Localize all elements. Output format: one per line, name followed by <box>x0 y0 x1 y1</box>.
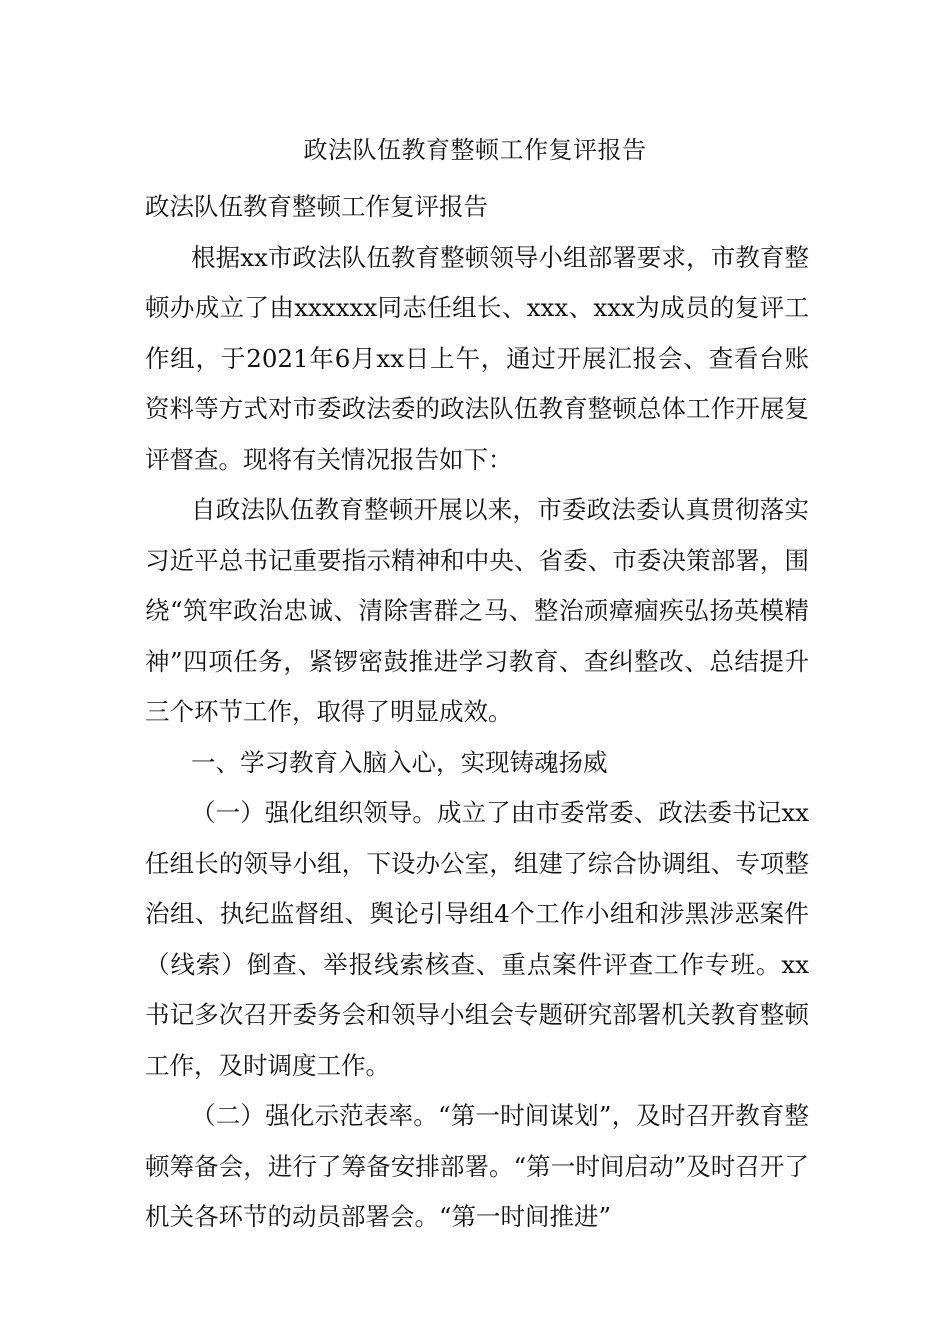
document-subtitle: 政法队伍教育整顿工作复评报告 <box>145 192 488 221</box>
section-heading-1: 一、学习教育入脑入心，实现铸魂扬威 <box>191 747 608 777</box>
document-title: 政法队伍教育整顿工作复评报告 <box>303 136 647 164</box>
paragraph-overview: 自政法队伍教育整顿开展以来，市委政法委认真贯彻落实习近平总书记重要指示精神和中央、省委、市委决策部署，围绕“筑牢政治忠诚、清除害群之马、整治顽瘴痼疾弘扬英模精神”四项任务，紧锣密鼓推进学习教育、查纠整改、总结提升三个环节工作，取得了明显成效。 <box>145 495 809 726</box>
paragraph-organization: （一）强化组织领导。成立了由市委常委、政法委书记xx任组长的领导小组，下设办公室，组建了综合协调组、专项整治组、执纪监督组、舆论引导组4个工作小组和涉黑涉恶案件（线索）倒查、举报线索核查、重点案件评查工作专班。xx书记多次召开委务会和领导小组会专题研究部署机关教育整顿工作，及时调度工作。 <box>145 798 809 1080</box>
paragraph-example: （二）强化示范表率。“第一时间谋划”，及时召开教育整顿筹备会，进行了筹备安排部署。“第一时间启动”及时召开了机关各环节的动员部署会。“第一时间推进” <box>145 1101 809 1231</box>
paragraph-intro: 根据xx市政法队伍教育整顿领导小组部署要求，市教育整顿办成立了由xxxxxx同志任组长、xxx、xxx为成员的复评工作组，于2021年6月xx日上午，通过开展汇报会、查看台账资料等方式对市委政法委的政法队伍教育整顿总体工作开展复评督查。现将有关情况报告如下： <box>145 242 809 474</box>
document-body <box>145 182 809 1243</box>
